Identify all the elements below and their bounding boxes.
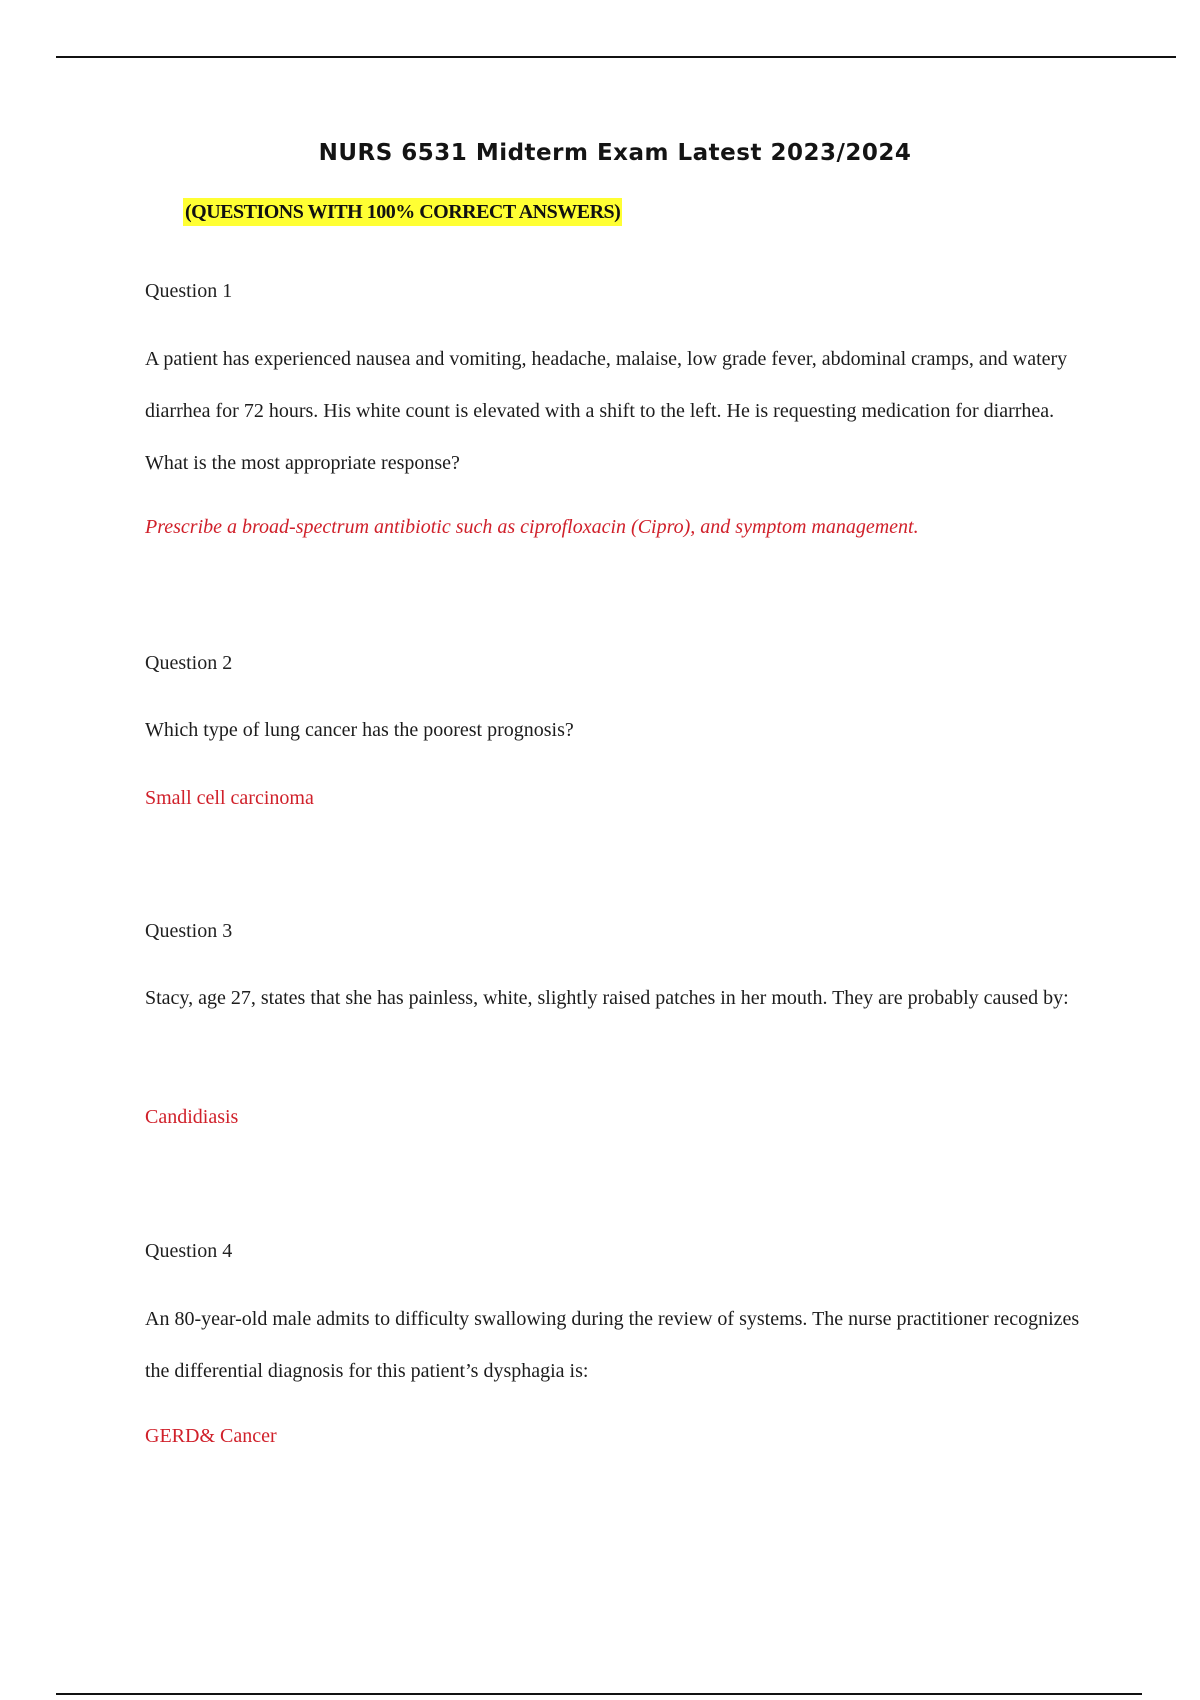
question-3-label: Question 3 — [145, 920, 233, 942]
question-1-text: A patient has experienced nausea and vomiting, headache, malaise, low grade fever, abdominal cramps, and watery diarrhea for 72 hours. His white count is elevated with a shift to the left. He is requesting medication for diarrhea. What is the most appropriate response? — [145, 348, 1068, 474]
question-1-answer: Prescribe a broad-spectrum antibiotic such as ciprofloxacin (Cipro), and symptom management. — [145, 516, 919, 538]
question-4-text: An 80-year-old male admits to difficulty swallowing during the review of systems. The nurse practitioner recognizes the differential diagnosis for this patient’s dysphagia is: — [145, 1308, 1080, 1382]
question-4-answer: GERD& Cancer — [145, 1425, 277, 1447]
top-divider — [56, 56, 1176, 58]
question-2-text: Which type of lung cancer has the poorest prognosis? — [145, 719, 574, 741]
bottom-divider — [56, 1693, 1142, 1695]
question-1-label: Question 1 — [145, 280, 233, 302]
question-3-text: Stacy, age 27, states that she has painless, white, slightly raised patches in her mouth. They are probably caused by: — [145, 987, 1069, 1009]
question-4-label: Question 4 — [145, 1240, 233, 1262]
question-3-answer: Candidiasis — [145, 1106, 239, 1128]
question-2-answer: Small cell carcinoma — [145, 787, 314, 809]
document-title: NURS 6531 Midterm Exam Latest 2023/2024 — [318, 140, 912, 166]
question-2-label: Question 2 — [145, 652, 233, 674]
document-subtitle-highlight: (QUESTIONS WITH 100% CORRECT ANSWERS) — [183, 198, 622, 226]
